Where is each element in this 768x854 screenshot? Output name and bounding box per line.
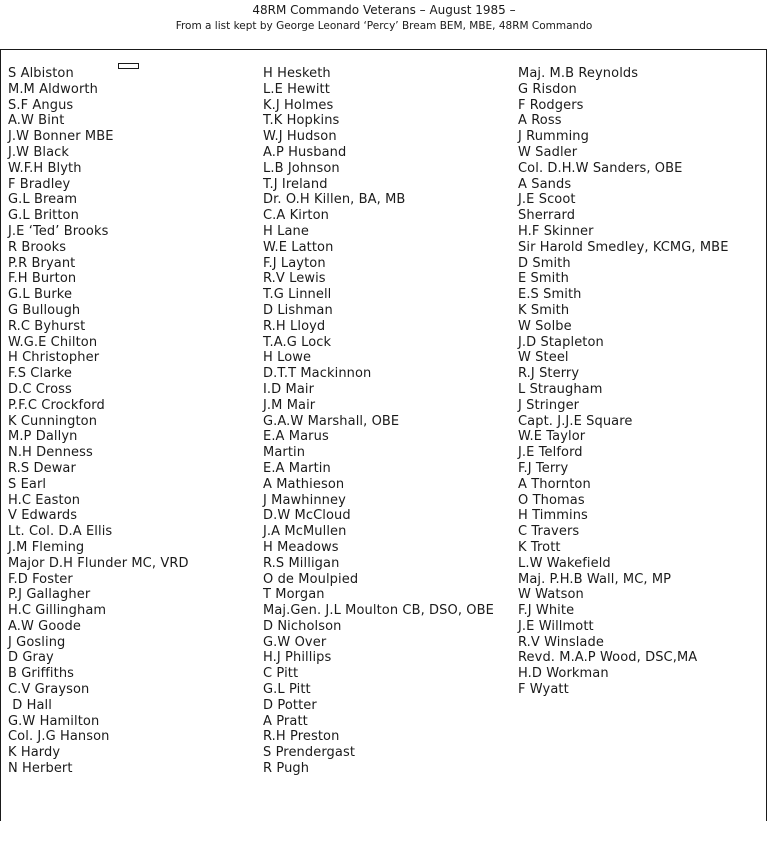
veteran-name: F.D Foster <box>8 571 73 587</box>
veteran-name: S.F Angus <box>8 97 74 113</box>
veteran-name: C Pitt <box>263 666 299 682</box>
veteran-name: R.S Dewar <box>8 460 76 476</box>
veteran-name: H.C Easton <box>8 492 81 508</box>
veteran-name: H.C Gillingham <box>8 603 107 619</box>
veteran-name: T.G Linnell <box>263 287 332 303</box>
veteran-name: J.E ‘Ted’ Brooks <box>8 223 109 239</box>
veteran-name: C.V Grayson <box>8 682 90 698</box>
veteran-name: A Mathieson <box>263 476 345 492</box>
veteran-name: L.W Wakefield <box>518 555 611 571</box>
veteran-name: H Meadows <box>263 539 339 555</box>
veteran-name: K Smith <box>518 302 570 318</box>
veteran-name: N.H Denness <box>8 445 93 461</box>
veteran-name: A Pratt <box>263 713 308 729</box>
veteran-name: E.A Martin <box>263 460 331 476</box>
veteran-name: A Sands <box>518 176 572 192</box>
veteran-name: G.L Bream <box>8 192 78 208</box>
veteran-name: D Hall <box>8 697 52 713</box>
veteran-name: W Sadler <box>518 144 578 160</box>
veteran-name: T Morgan <box>263 587 325 603</box>
veteran-name: Maj. P.H.B Wall, MC, MP <box>518 571 672 587</box>
veteran-name: S Albiston <box>8 66 74 81</box>
veteran-name: G.W Over <box>263 634 327 650</box>
veteran-name: D Nicholson <box>263 618 342 634</box>
veteran-name: G.L Britton <box>8 208 79 224</box>
veteran-name: D.T.T Mackinnon <box>263 366 372 382</box>
veteran-name: L.E Hewitt <box>263 81 330 97</box>
veteran-name: G.W Hamilton <box>8 713 100 729</box>
veteran-name: W.G.E Chilton <box>8 334 98 350</box>
veteran-name: F Bradley <box>8 176 71 192</box>
veteran-name: F.J Layton <box>263 255 326 271</box>
veteran-name: R.V Lewis <box>263 271 326 287</box>
veteran-name: A Thornton <box>518 476 591 492</box>
veteran-name: H.J Phillips <box>263 650 332 666</box>
name-column-1 <box>8 66 189 777</box>
veteran-name: H Lane <box>263 223 309 239</box>
veteran-name: Col. D.H.W Sanders, OBE <box>518 160 683 176</box>
veteran-name: Lt. Col. D.A Ellis <box>8 524 113 540</box>
veteran-name: D.C Cross <box>8 381 72 397</box>
veteran-name: Major D.H Flunder MC, VRD <box>8 555 189 571</box>
veteran-name: L Straugham <box>518 381 603 397</box>
veteran-name: S Earl <box>8 476 47 492</box>
veteran-name: R.V Winslade <box>518 634 604 650</box>
veteran-name: K Trott <box>518 539 561 555</box>
veteran-name: Col. J.G Hanson <box>8 729 110 745</box>
veteran-name: R.S Milligan <box>263 555 340 571</box>
veteran-name: E.S Smith <box>518 287 582 303</box>
name-column-2 <box>263 66 494 777</box>
veteran-name: J Mawhinney <box>263 492 346 508</box>
veteran-name: T.A.G Lock <box>263 334 332 350</box>
veteran-name: D.W McCloud <box>263 508 351 524</box>
veteran-name: Sherrard <box>518 208 576 224</box>
veteran-name: F.S Clarke <box>8 366 72 382</box>
veteran-name: W Solbe <box>518 318 572 334</box>
veteran-name: O Thomas <box>518 492 585 508</box>
veteran-name: Sir Harold Smedley, KCMG, MBE <box>518 239 729 255</box>
veteran-name: J.E Willmott <box>518 618 594 634</box>
veteran-name: J.M Mair <box>263 397 316 413</box>
veteran-name: R.H Lloyd <box>263 318 326 334</box>
veteran-name: J.W Black <box>8 144 70 160</box>
veteran-name: F Wyatt <box>518 682 569 698</box>
veteran-name: T.K Hopkins <box>263 113 340 129</box>
veteran-name: D Smith <box>518 255 571 271</box>
document-title: 48RM Commando Veterans – August 1985 – <box>252 3 516 17</box>
veteran-name: B Griffiths <box>8 666 75 682</box>
veteran-name: Martin <box>263 445 306 461</box>
veteran-name: P.F.C Crockford <box>8 397 105 413</box>
veteran-name: A Ross <box>518 113 562 129</box>
veteran-name: K Cunnington <box>8 413 98 429</box>
veteran-name: M.P Dallyn <box>8 429 78 445</box>
veteran-name: W.E Taylor <box>518 429 586 445</box>
veteran-name: W.F.H Blyth <box>8 160 82 176</box>
veteran-name: E Smith <box>518 271 569 287</box>
veteran-name: A.P Husband <box>263 144 347 160</box>
veteran-name: Maj. M.B Reynolds <box>518 66 639 81</box>
veteran-name: C Travers <box>518 524 580 540</box>
veteran-name: H Hesketh <box>263 66 331 81</box>
veteran-name: Revd. M.A.P Wood, DSC,MA <box>518 650 698 666</box>
veteran-name: T.J Ireland <box>263 176 328 192</box>
veteran-name: N Herbert <box>8 761 73 777</box>
veteran-name: A.W Bint <box>8 113 65 129</box>
veteran-name: Maj.Gen. J.L Moulton CB, DSO, OBE <box>263 603 494 619</box>
veteran-name: F.J White <box>518 603 575 619</box>
veteran-name: R Brooks <box>8 239 67 255</box>
veteran-name: D Lishman <box>263 302 333 318</box>
veteran-name: J.E Scoot <box>518 192 576 208</box>
veteran-name: H Lowe <box>263 350 312 366</box>
veteran-name: D Gray <box>8 650 54 666</box>
veteran-name: H.F Skinner <box>518 223 594 239</box>
veteran-name: Dr. O.H Killen, BA, MB <box>263 192 406 208</box>
veteran-name: A.W Goode <box>8 618 81 634</box>
veteran-name: D Potter <box>263 697 317 713</box>
veteran-name: W Watson <box>518 587 584 603</box>
veteran-name: R.C Byhurst <box>8 318 86 334</box>
veteran-name: P.J Gallagher <box>8 587 91 603</box>
veteran-name: H Christopher <box>8 350 100 366</box>
veteran-name: G.L Burke <box>8 287 73 303</box>
document-header <box>0 2 768 34</box>
veteran-name: Capt. J.J.E Square <box>518 413 633 429</box>
veteran-name: K.J Holmes <box>263 97 334 113</box>
document-subtitle: From a list kept by George Leonard ‘Percy’ Bream BEM, MBE, 48RM Commando <box>175 20 593 32</box>
veteran-name: P.R Bryant <box>8 255 76 271</box>
veteran-name: F.J Terry <box>518 460 569 476</box>
veteran-name: V Edwards <box>8 508 78 524</box>
veteran-name: J Gosling <box>8 634 66 650</box>
veteran-name: M.M Aldworth <box>8 81 98 97</box>
veteran-name: H.D Workman <box>518 666 609 682</box>
veteran-name: G Bullough <box>8 302 81 318</box>
veteran-name: G.A.W Marshall, OBE <box>263 413 400 429</box>
veteran-name: L.B Johnson <box>263 160 340 176</box>
veteran-name: I.D Mair <box>263 381 315 397</box>
veteran-name: J Stringer <box>518 397 580 413</box>
veteran-name: W.J Hudson <box>263 129 337 145</box>
veteran-name: R.H Preston <box>263 729 340 745</box>
veteran-name: O de Moulpied <box>263 571 359 587</box>
veteran-name: W.E Latton <box>263 239 334 255</box>
veteran-name: R.J Sterry <box>518 366 580 382</box>
veteran-name: J.M Fleming <box>8 539 85 555</box>
veteran-name: K Hardy <box>8 745 61 761</box>
veteran-name: R Pugh <box>263 761 310 777</box>
veteran-name: J.A McMullen <box>263 524 347 540</box>
veteran-name: J.W Bonner MBE <box>8 129 114 145</box>
veteran-name: H Timmins <box>518 508 588 524</box>
veteran-name: C.A Kirton <box>263 208 330 224</box>
name-column-3 <box>518 66 729 698</box>
veteran-name: S Prendergast <box>263 745 356 761</box>
veteran-name: W Steel <box>518 350 569 366</box>
veteran-name: G.L Pitt <box>263 682 311 698</box>
veteran-name: E.A Marus <box>263 429 329 445</box>
veteran-name: F.H Burton <box>8 271 77 287</box>
veteran-name: G Risdon <box>518 81 577 97</box>
veteran-name: J.E Telford <box>518 445 583 461</box>
veteran-name: J.D Stapleton <box>518 334 604 350</box>
veteran-name: F Rodgers <box>518 97 584 113</box>
veteran-name: J Rumming <box>518 129 589 145</box>
